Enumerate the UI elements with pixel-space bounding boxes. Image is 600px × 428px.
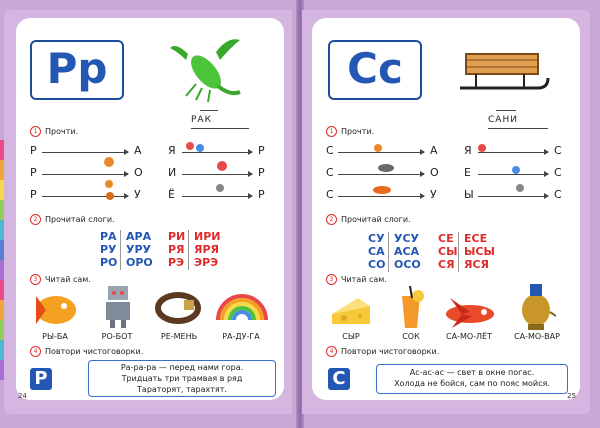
instruction-label: Прочти.: [341, 127, 375, 136]
syllable-column: УСУ АСА ОСО: [394, 232, 421, 271]
page-right-card: [312, 18, 580, 400]
instruction-label: Читай сам.: [341, 275, 387, 284]
consonant: Р: [258, 188, 265, 201]
instruction-syllables: [30, 214, 115, 225]
word-caption: СА-МО-ЛЁТ: [446, 332, 492, 341]
word-caption: РЕ-МЕНЬ: [160, 332, 198, 341]
animal-icons: [352, 140, 412, 202]
step-number: 2: [326, 214, 337, 225]
consonant: С: [326, 188, 334, 201]
consonant: Р: [30, 144, 37, 157]
consonant: Р: [30, 188, 37, 201]
syllable-row: [30, 166, 270, 180]
vowel: Я: [464, 144, 472, 157]
vowel: И: [168, 166, 177, 179]
vowel: Ы: [464, 188, 474, 201]
vowel: У: [430, 188, 437, 201]
syllable-column: СЕ СЫ СЯ: [438, 232, 458, 271]
tongue-line: Ас-ас-ас — свет в окне погас.: [409, 368, 535, 377]
belt-picture: [154, 290, 202, 326]
step-number: 3: [30, 274, 41, 285]
vowel: А: [430, 144, 438, 157]
syllable-column: ЕСЕ ЫСЫ ЯСЯ: [464, 232, 495, 271]
bird-icons: [180, 136, 230, 194]
vowel: О: [134, 166, 143, 179]
tongue-twister-box: [376, 364, 568, 394]
instruction-read: [326, 126, 374, 137]
step-number: 3: [326, 274, 337, 285]
consonant: Р: [30, 166, 37, 179]
crayfish-picture: [166, 34, 246, 104]
instruction-label: Прочти.: [45, 127, 79, 136]
stress-mark: [200, 110, 218, 111]
word-caption: СЫР: [342, 332, 360, 341]
letter-title: Pp: [30, 40, 124, 100]
page-left-card: [16, 18, 284, 400]
page-right: [302, 10, 590, 414]
word-caption: СА-МО-ВАР: [514, 332, 560, 341]
tongue-line: Холода не бойся, сам по пояс мойся.: [394, 379, 550, 388]
consonant: С: [326, 166, 334, 179]
word-caption: РЫ-БА: [42, 332, 68, 341]
page-number: 24: [18, 392, 27, 400]
instruction-read: [30, 126, 78, 137]
tongue-letter: Р: [30, 368, 52, 390]
cheese-picture: [328, 294, 374, 330]
instruction-self: [30, 274, 91, 285]
juice-picture: [396, 284, 426, 330]
vowel: У: [134, 188, 141, 201]
fish-picture: [30, 286, 82, 330]
instruction-label: Повтори чистоговорки.: [45, 347, 144, 356]
word-caption: РА-ДУ-ГА: [222, 332, 260, 341]
instruction-syllables: [326, 214, 411, 225]
robot-picture: [100, 282, 136, 330]
consonant: С: [554, 188, 562, 201]
step-number: 1: [30, 126, 41, 137]
example-word: САНИ: [488, 115, 518, 125]
consonant: С: [554, 166, 562, 179]
underline: [488, 128, 548, 129]
animal-icons: [100, 146, 118, 202]
instruction-self: [326, 274, 387, 285]
sled-picture: [452, 42, 552, 98]
instruction-tongue: [30, 346, 143, 357]
instruction-label: Читай сам.: [45, 275, 91, 284]
tongue-line: Тридцать три трамвая в ряд: [121, 374, 243, 383]
page-number: 25: [567, 392, 576, 400]
step-number: 4: [326, 346, 337, 357]
word-caption: СОК: [402, 332, 420, 341]
syllable-row: [30, 144, 270, 158]
step-number: 1: [326, 126, 337, 137]
instruction-label: Прочитай слоги.: [45, 215, 115, 224]
letter-title: Сс: [328, 40, 422, 100]
vowel: О: [430, 166, 439, 179]
consonant: С: [554, 144, 562, 157]
instruction-label: Повтори чистоговорки.: [341, 347, 440, 356]
word-caption: РО-БОТ: [101, 332, 133, 341]
instruction-tongue: [326, 346, 439, 357]
syllable-column: СУ СА СО: [368, 232, 386, 271]
vowel: Я: [168, 144, 176, 157]
syllable-column: АРА УРУ ОРО: [126, 230, 153, 269]
tongue-letter: С: [328, 368, 350, 390]
tongue-line: Тараторят, тарахтят.: [137, 385, 227, 394]
vowel: А: [134, 144, 142, 157]
tongue-twister-box: [88, 360, 276, 397]
samovar-picture: [516, 280, 556, 332]
syllable-row: [30, 188, 270, 202]
page-left: [4, 10, 292, 414]
step-number: 4: [30, 346, 41, 357]
bird-icons: [472, 136, 528, 194]
consonant: Р: [258, 166, 265, 179]
underline: [191, 128, 249, 129]
step-number: 2: [30, 214, 41, 225]
instruction-label: Прочитай слоги.: [341, 215, 411, 224]
example-word: РАК: [191, 115, 212, 125]
rainbow-picture: [214, 290, 270, 324]
consonant: Р: [258, 144, 265, 157]
consonant: С: [326, 144, 334, 157]
stress-mark: [496, 110, 516, 111]
syllable-column: РИ РЯ РЭ: [168, 230, 186, 269]
airplane-picture: [440, 294, 498, 330]
syllable-column: ИРИ ЯРЯ ЭРЭ: [194, 230, 221, 269]
tongue-line: Ра-ра-ра — перед нами гора.: [120, 363, 244, 372]
vowel: Ё: [168, 188, 175, 201]
vowel: Е: [464, 166, 471, 179]
syllable-column: РА РУ РО: [100, 230, 118, 269]
